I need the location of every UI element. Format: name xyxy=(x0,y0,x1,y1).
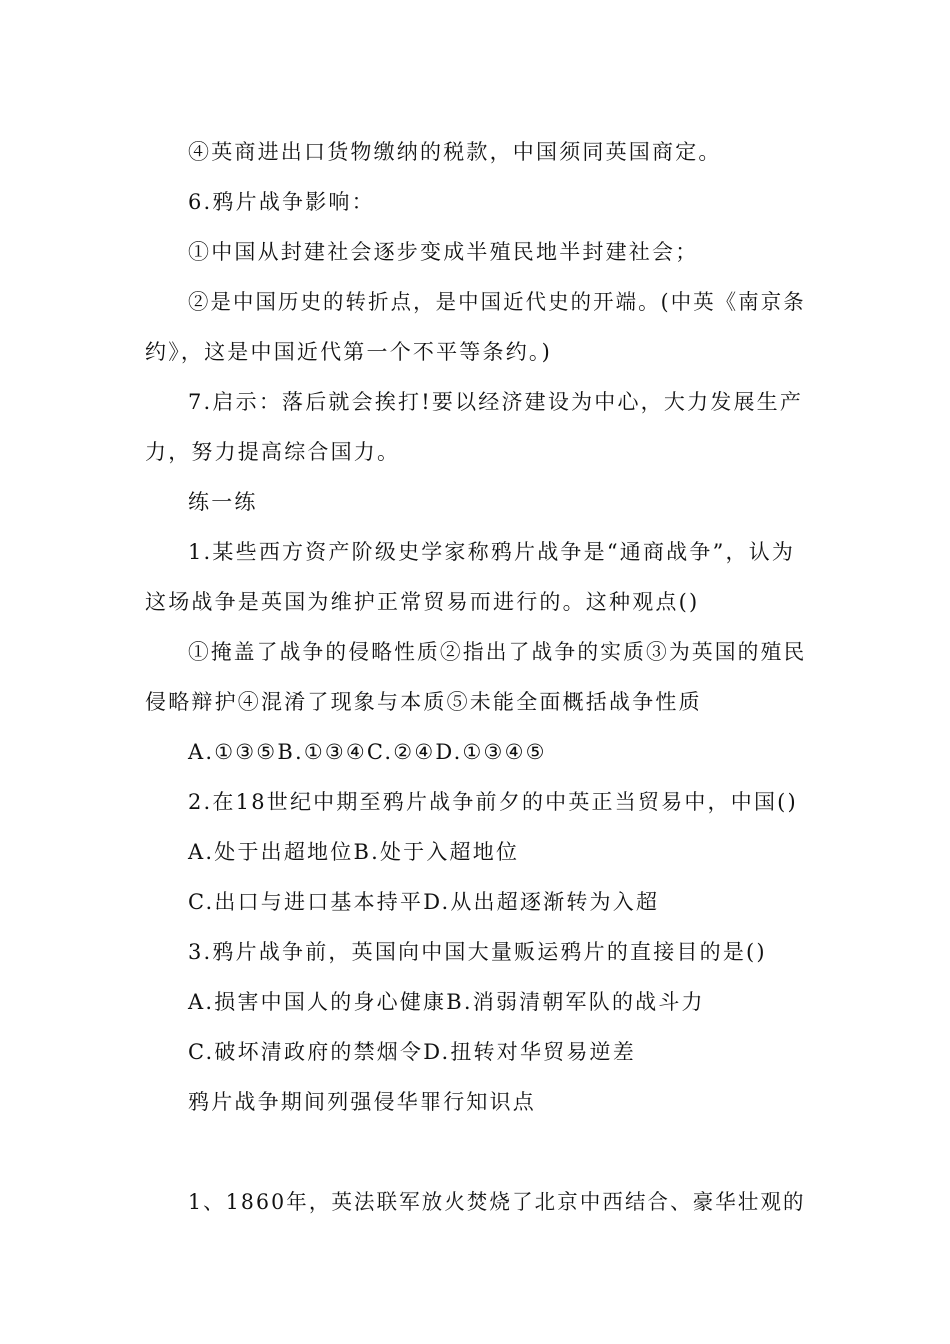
section-heading: 7.启示：落后就会挨打!要以经济建设为中心，大力发展生产 xyxy=(188,390,804,414)
text-line: 力，努力提高综合国力。 xyxy=(145,440,401,464)
question-1-statements: ①掩盖了战争的侵略性质②指出了战争的实质③为英国的殖民 xyxy=(188,640,807,664)
text-line: 约》，这是中国近代第一个不平等条约。) xyxy=(145,340,552,364)
question-1-options: A.①③⑤B.①③④C.②④D.①③④⑤ xyxy=(188,740,547,764)
exercise-heading: 练一练 xyxy=(188,490,258,514)
question-2: 2.在18世纪中期至鸦片战争前夕的中英正当贸易中，中国() xyxy=(188,790,798,814)
section-heading: 6.鸦片战争影响： xyxy=(188,190,375,214)
question-3-options-ab: A.损害中国人的身心健康B.消弱清朝军队的战斗力 xyxy=(188,990,705,1014)
text-line: ①中国从封建社会逐步变成半殖民地半封建社会； xyxy=(188,240,699,264)
question-1-cont: 这场战争是英国为维护正常贸易而进行的。这种观点() xyxy=(145,590,700,614)
question-1-statements-cont: 侵略辩护④混淆了现象与本质⑤未能全面概括战争性质 xyxy=(145,690,702,714)
question-2-options-ab: A.处于出超地位B.处于入超地位 xyxy=(188,840,520,864)
text-line: ④英商进出口货物缴纳的税款，中国须同英国商定。 xyxy=(188,140,722,164)
question-2-options-cd: C.出口与进口基本持平D.从出超逐渐转为入超 xyxy=(188,890,660,914)
question-3-options-cd: C.破坏清政府的禁烟令D.扭转对华贸易逆差 xyxy=(188,1040,636,1064)
text-line: 1、1860年，英法联军放火焚烧了北京中西结合、豪华壮观的 xyxy=(188,1190,806,1214)
text-line: ②是中国历史的转折点，是中国近代史的开端。(中英《南京条 xyxy=(188,290,806,314)
question-1: 1.某些西方资产阶级史学家称鸦片战争是“通商战争”，认为 xyxy=(188,540,796,564)
question-3: 3.鸦片战争前，英国向中国大量贩运鸦片的直接目的是() xyxy=(188,940,767,964)
section-title: 鸦片战争期间列强侵华罪行知识点 xyxy=(188,1090,536,1114)
